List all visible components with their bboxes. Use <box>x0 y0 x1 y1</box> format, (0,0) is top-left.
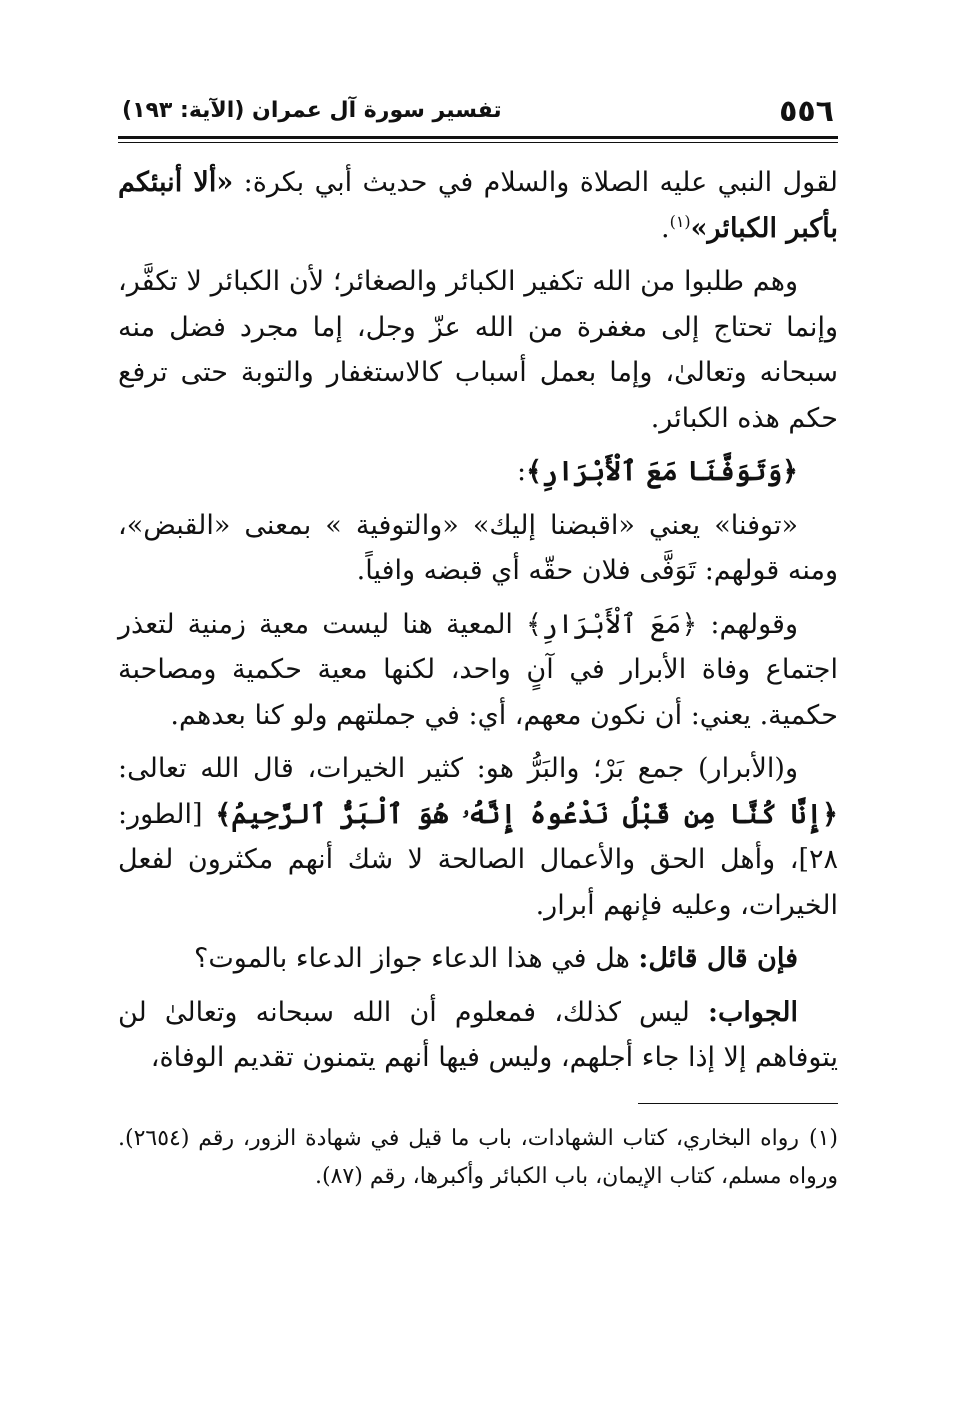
hadith-quote: «ألا أنبئكم بأكبر الكبائر» <box>118 167 838 244</box>
paragraph-5-end: المعية هنا ليست معية زمنية لتعذر اجتماع وفاة الأبرار في آنٍ واحد، لكنها معية حكمية ومصاحبة حكمية. يعني: أن نكون معهم، أي: في جملتهم ولو كنا بعدهم. <box>118 608 838 731</box>
running-header <box>118 88 838 142</box>
book-page <box>118 88 838 1338</box>
footnote-text: رواه البخاري، كتاب الشهادات، باب ما قيل في شهادة الزور، رقم (٢٦٥٤). ورواه مسلم، كتاب الإيمان، باب الكبائر وأكبرها، رقم (٨٧). <box>118 1125 838 1189</box>
answer-label: الجواب: <box>708 996 798 1028</box>
quran-verse-heading: ﴿وَتَوَفَّنَا مَعَ ٱلْأَبْرَارِ﴾ <box>526 456 798 487</box>
header-title: تفسير سورة آل عمران (الآية: ١٩٣) <box>122 98 502 123</box>
paragraph-2: وهم طلبوا من الله تكفير الكبائر والصغائر؛ لأن الكبائر لا تكفَّر، وإنما تحتاج إلى مغفرة من الله عزّ وجل، إما مجرد فضل منه سبحانه وتعالىٰ، وإما بعمل أسباب كالاستغفار والتوبة حتى ترفع حكم هذه الكبائر. <box>118 266 838 434</box>
paragraph-7 <box>118 936 838 982</box>
paragraph-6 <box>118 746 838 928</box>
paragraph-1-end: . <box>660 212 670 244</box>
page-number: ٥٥٦ <box>779 94 834 129</box>
body-text <box>118 160 838 1081</box>
paragraph-6-end: [الطور: ٢٨]، وأهل الحق والأعمال الصالحة لا شك أنهم مكثرون لفعل الخيرات، وعليه فإنهم أبرار. <box>118 798 838 921</box>
paragraph-6-start: و(الأبرار) جمع بَرْ؛ والبَرُّ هو: كثير الخيرات، قال الله تعالى: <box>118 753 798 784</box>
paragraph-1-start: لقول النبي عليه الصلاة والسلام في حديث أبي بكرة: <box>233 167 838 198</box>
answer-text: ليس كذلك، فمعلوم أن الله سبحانه وتعالىٰ لن يتوفاهم إلا إذا جاء أجلهم، وليس فيها أنهم يتمنون تقديم الوفاة، <box>118 996 838 1073</box>
paragraph-8 <box>118 990 838 1081</box>
quran-verse-altur: ﴿إِنَّا كُنَّا مِن قَبْلُ نَدْعُوهُ إِنَّهُۥ هُوَ ٱلْبَرُّ ٱلرَّحِيمُ﴾ <box>215 798 839 830</box>
footnote-number: (١) <box>808 1125 838 1151</box>
paragraph-5 <box>118 602 838 739</box>
paragraph-3-end: : <box>516 456 527 487</box>
footnote-reference: (١) <box>669 211 691 231</box>
footnote <box>118 1120 838 1196</box>
header-rule <box>118 136 838 143</box>
question-label: فإن قال قائل: <box>638 943 798 974</box>
paragraph-4: «توفنا» يعني «اقبضنا إليك» «والتوفية » بمعنى «القبض»، ومنه قولهم: تَوَفَّى فلان حقّه أي قبضه وافياً. <box>118 509 838 586</box>
footnote-rule <box>638 1103 838 1104</box>
question-text: هل في هذا الدعاء جواز الدعاء بالموت؟ <box>194 943 639 974</box>
paragraph-5-start: وقولهم: <box>697 608 798 640</box>
paragraph-1 <box>118 160 838 251</box>
paragraph-3 <box>118 449 838 495</box>
quran-verse-inline: ﴿مَعَ ٱلْأَبْرَارِ﴾ <box>526 608 698 640</box>
